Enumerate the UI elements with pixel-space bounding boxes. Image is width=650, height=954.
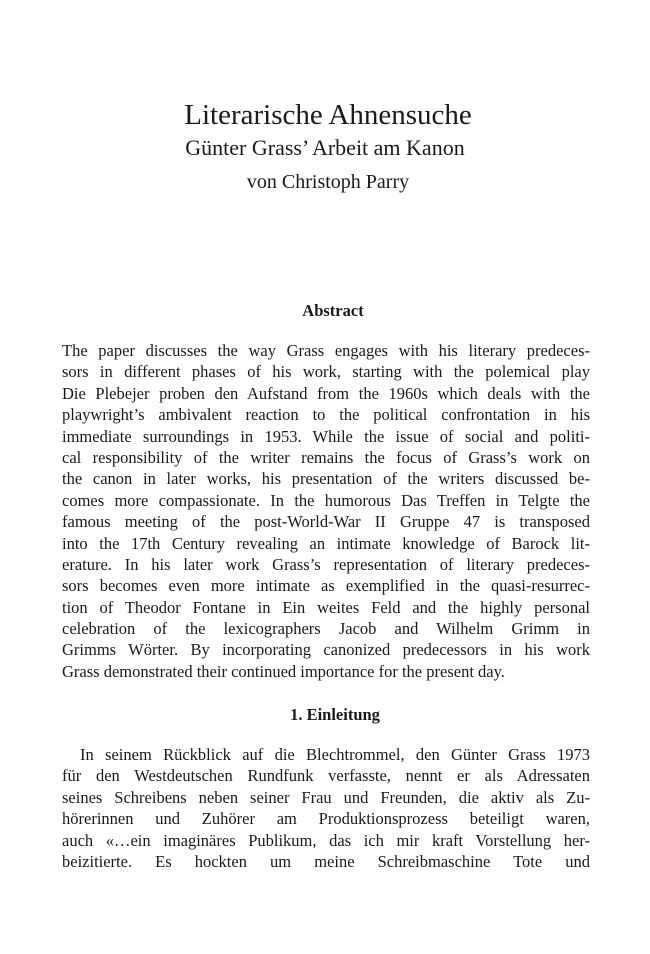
section-heading-einleitung: 1. Einleitung: [290, 705, 380, 724]
body-line: auch «…ein imaginäres Publikum, das ich mir kraft Vorstellung her-: [62, 830, 590, 850]
abstract-line: Grimms Wörter. By incorporating canonized predecessors in his work: [62, 640, 590, 660]
abstract-line: famous meeting of the post-World-War II Gruppe 47 is transposed: [62, 512, 590, 532]
article-subtitle: Günter Grass’ Arbeit am Kanon: [185, 135, 465, 160]
article-title: Literarische Ahnensuche: [184, 99, 472, 131]
body-line: seines Schreibens neben seiner Frau und Freunden, die aktiv als Zu-: [62, 787, 590, 807]
body-line: In seinem Rückblick auf die Blechtrommel, den Günter Grass 1973: [80, 745, 590, 764]
abstract-heading: Abstract: [302, 301, 364, 320]
abstract-line: cal responsibility of the writer remains the focus of Grass’s work on: [62, 447, 590, 467]
abstract-line: immediate surroundings in 1953. While the issue of social and politi-: [62, 426, 590, 446]
body-line: hörerinnen und Zuhörer am Produktionsprozess beteiligt waren,: [62, 809, 590, 829]
abstract-line: sors becomes even more intimate as exemplified in the quasi-resurrec-: [62, 576, 590, 596]
abstract-line: celebration of the lexicographers Jacob and Wilhelm Grimm in: [62, 619, 590, 639]
body-line: für den Westdeutschen Rundfunk verfasste, nennt er als Adressaten: [62, 766, 590, 786]
abstract-line: sors in different phases of his work, starting with the polemical play: [62, 362, 590, 382]
abstract-line: The paper discusses the way Grass engages with his literary predeces-: [62, 341, 590, 360]
title-block: [0, 98, 650, 196]
abstract-line: into the 17th Century revealing an intimate knowledge of Barock lit-: [62, 533, 590, 553]
article-author: von Christoph Parry: [246, 171, 410, 193]
abstract-line: Die Plebejer proben den Aufstand from the 1960s which deals with the: [62, 383, 590, 403]
introduction-paragraph: [62, 744, 590, 872]
body-line: beizitierte. Es hockten um meine Schreibmaschine Tote und: [62, 851, 590, 871]
abstract-line: the canon in later works, his presentation of the writers discussed be-: [62, 469, 590, 489]
abstract-line: tion of Theodor Fontane in Ein weites Feld and the highly personal: [62, 597, 590, 617]
abstract-line: playwright’s ambivalent reaction to the political confrontation in his: [62, 405, 590, 425]
abstract-line: comes more compassionate. In the humorous Das Treffen in Telgte the: [62, 490, 590, 510]
abstract-line: Grass demonstrated their continued importance for the present day.: [62, 661, 505, 681]
abstract-line: erature. In his later work Grass’s representation of literary predeces-: [62, 554, 590, 574]
abstract-paragraph: [62, 340, 590, 682]
